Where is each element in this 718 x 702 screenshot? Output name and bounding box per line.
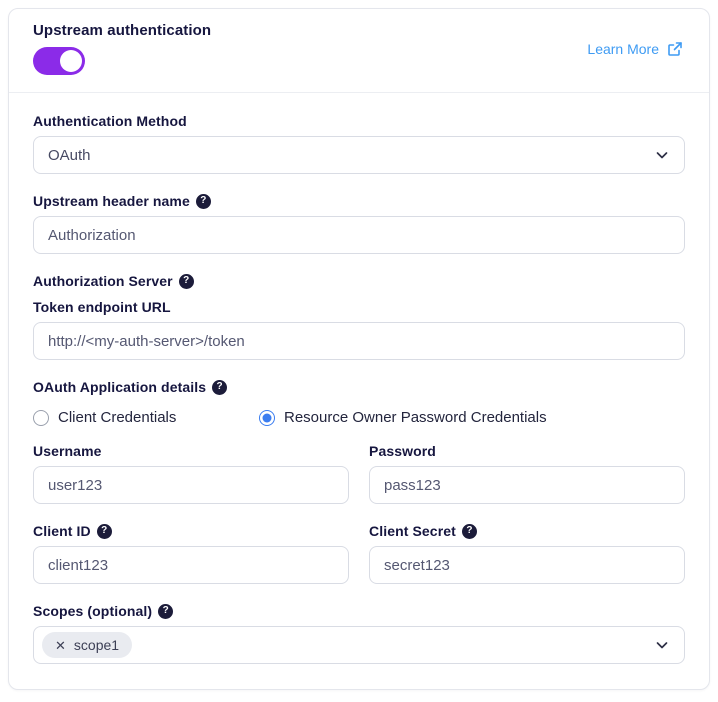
card-header [9,9,709,93]
chevron-down-icon [654,637,670,653]
help-icon[interactable]: ? [462,524,477,539]
header-name-label: Upstream header name [33,193,190,209]
header-name-input[interactable] [33,216,685,254]
remove-tag-icon[interactable]: ✕ [55,637,66,653]
username-field [33,443,349,504]
auth-server-heading [33,273,685,289]
auth-method-label: Authentication Method [33,113,187,129]
scope-tag-label: scope1 [73,637,120,653]
upstream-auth-card [8,8,710,690]
client-row [33,523,685,584]
toggle-knob [60,50,82,72]
username-input[interactable] [33,466,349,504]
grant-type-radio-group [33,409,685,426]
client-id-label: Client ID [33,523,91,539]
help-icon[interactable]: ? [212,380,227,395]
help-icon[interactable]: ? [97,524,112,539]
help-icon[interactable]: ? [179,274,194,289]
learn-more-label: Learn More [587,41,659,57]
card-title: Upstream authentication [33,22,212,39]
help-icon[interactable]: ? [158,604,173,619]
radio-unselected-icon [33,410,49,426]
password-input[interactable] [369,466,685,504]
auth-server-label: Authorization Server [33,273,173,289]
token-url-section [33,299,685,360]
chevron-down-icon [654,147,670,163]
external-link-icon [667,41,683,57]
scope-tag [42,632,132,658]
client-id-field [33,523,349,584]
radio-label: Client Credentials [58,409,177,426]
learn-more-link[interactable] [587,41,683,57]
radio-resource-owner-password[interactable] [259,409,547,426]
token-url-input[interactable] [33,322,685,360]
client-id-input[interactable] [33,546,349,584]
radio-selected-icon [259,410,275,426]
client-secret-label: Client Secret [369,523,456,539]
password-label: Password [369,443,436,459]
radio-client-credentials[interactable] [33,409,259,426]
radio-label: Resource Owner Password Credentials [284,409,547,426]
credentials-row [33,443,685,504]
password-field [369,443,685,504]
help-icon[interactable]: ? [196,194,211,209]
scopes-section [33,603,685,664]
upstream-auth-toggle[interactable] [33,47,85,75]
auth-method-section [33,113,685,174]
scopes-multiselect[interactable] [33,626,685,664]
username-label: Username [33,443,102,459]
auth-method-select[interactable] [33,136,685,174]
client-secret-input[interactable] [369,546,685,584]
auth-method-value: OAuth [48,146,91,164]
oauth-details-heading [33,379,685,395]
token-url-label: Token endpoint URL [33,299,171,315]
scopes-label: Scopes (optional) [33,603,153,619]
card-body [9,93,709,688]
client-secret-field [369,523,685,584]
oauth-details-label: OAuth Application details [33,379,207,395]
header-name-section [33,193,685,254]
